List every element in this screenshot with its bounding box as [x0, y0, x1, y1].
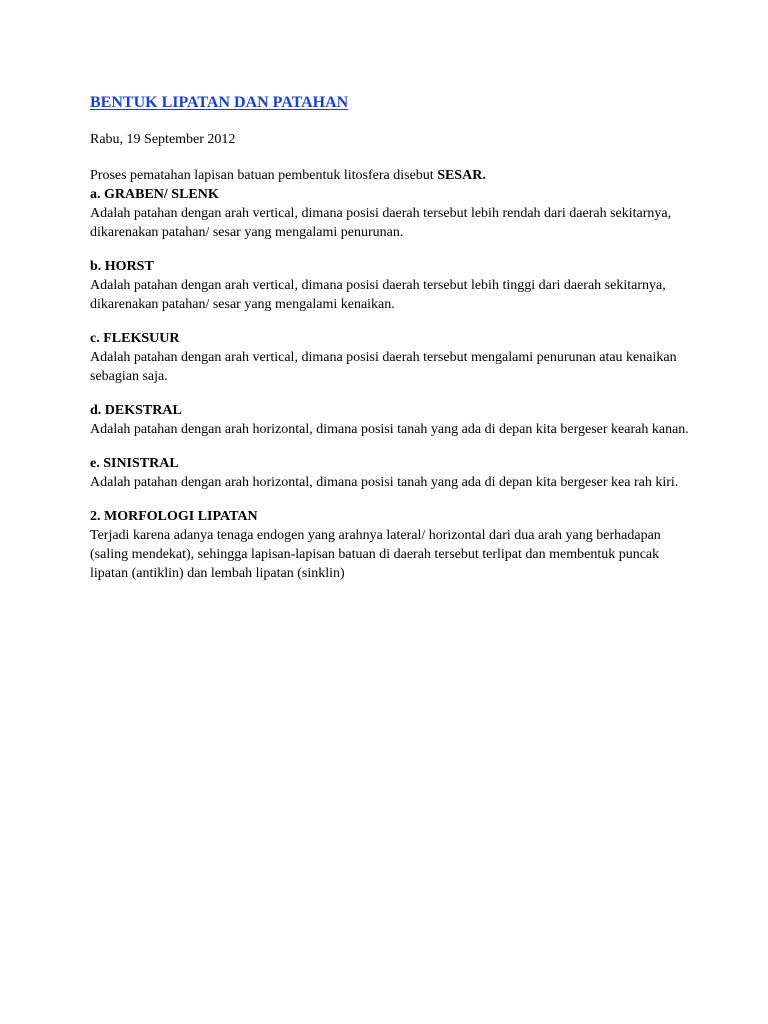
section-body: Terjadi karena adanya tenaga endogen yang arahnya lateral/ horizontal dari dua arah yang berhadapan (saling mendekat), sehingga lapisan-lapisan batuan di daerah tersebut terlipat dan membentuk puncak lipatan (antiklin) dan lembah lipatan (sinklin): [90, 528, 661, 581]
section-body: Adalah patahan dengan arah horizontal, dimana posisi tanah yang ada di depan kita bergeser kea rah kiri.: [90, 475, 679, 490]
intro-text: Proses pematahan lapisan batuan pembentuk litosfera disebut: [90, 168, 438, 183]
section-body: Adalah patahan dengan arah horizontal, dimana posisi tanah yang ada di depan kita bergeser kearah kanan.: [90, 422, 689, 437]
intro-paragraph: [90, 166, 690, 185]
section-body: Adalah patahan dengan arah vertical, dimana posisi daerah tersebut lebih rendah dari daerah sekitarnya, dikarenakan patahan/ sesar yang mengalami penurunan.: [90, 206, 672, 240]
section-dekstral: [90, 401, 690, 439]
document-date: Rabu, 19 September 2012: [90, 132, 236, 147]
section-heading: e. SINISTRAL: [90, 456, 179, 471]
section-heading: 2. MORFOLOGI LIPATAN: [90, 509, 258, 524]
section-heading: b. HORST: [90, 259, 154, 274]
section-graben: [90, 185, 690, 242]
document-title-link[interactable]: BENTUK LIPATAN DAN PATAHAN: [90, 94, 349, 111]
intro-bold-term: SESAR.: [437, 168, 486, 183]
section-fleksuur: [90, 329, 690, 386]
section-heading: c. FLEKSUUR: [90, 331, 180, 346]
section-heading: a. GRABEN/ SLENK: [90, 187, 219, 202]
section-sinistral: [90, 454, 690, 492]
section-heading: d. DEKSTRAL: [90, 403, 182, 418]
section-body: Adalah patahan dengan arah vertical, dimana posisi daerah tersebut lebih tinggi dari daerah sekitarnya, dikarenakan patahan/ sesar yang mengalami kenaikan.: [90, 278, 666, 312]
section-horst: [90, 257, 690, 314]
section-morfologi-lipatan: [90, 507, 690, 583]
document-content: [90, 93, 690, 583]
section-body: Adalah patahan dengan arah vertical, dimana posisi daerah tersebut mengalami penurunan atau kenaikan sebagian saja.: [90, 350, 677, 384]
